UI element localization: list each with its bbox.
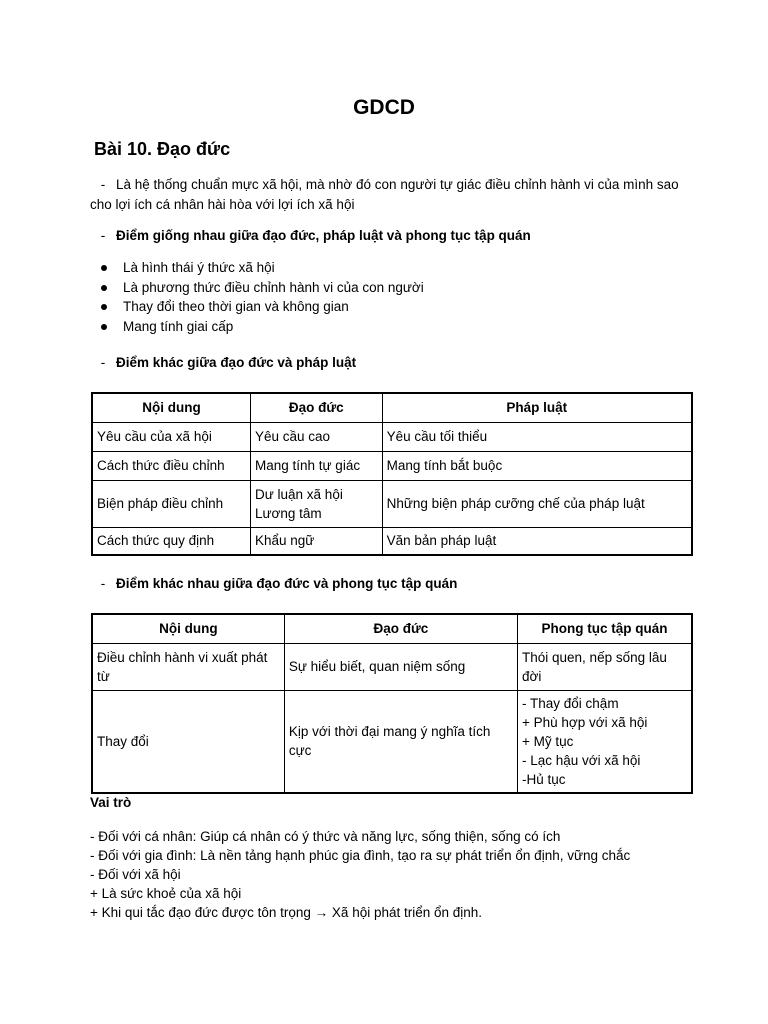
role-line: - Đối với gia đình: Là nền tảng hạnh phúc gia đình, tạo ra sự phát triển ổn định, vững chắc bbox=[90, 848, 631, 863]
table-row bbox=[92, 422, 692, 451]
custom-difference-heading-text: Điểm khác nhau giữa đạo đức và phong tục tập quán bbox=[116, 576, 458, 591]
similarities-list bbox=[98, 258, 424, 336]
column-header: Phong tục tập quán bbox=[518, 614, 692, 643]
definition-text: Là hệ thống chuẩn mực xã hội, mà nhờ đó con người tự giác điều chỉnh hành vi của mình sao cho lợi ích cá nhân hài hòa với lợi ích xã hội bbox=[90, 177, 679, 212]
table-cell: Khẩu ngữ bbox=[250, 527, 382, 555]
list-item: Là phương thức điều chỉnh hành vi của con người bbox=[98, 278, 424, 298]
table-row bbox=[92, 527, 692, 555]
document-title: GDCD bbox=[353, 96, 415, 119]
table-cell: - Thay đổi chậm + Phù hợp với xã hội + Mỹ tục - Lạc hậu với xã hội -Hủ tục bbox=[518, 690, 692, 793]
table-row bbox=[92, 480, 692, 527]
role-line: + Khi qui tắc đạo đức được tôn trọng → Xã hội phát triển ổn định. bbox=[90, 905, 483, 920]
role-line: - Đối với cá nhân: Giúp cá nhân có ý thức và năng lực, sống thiện, sống có ích bbox=[90, 829, 561, 844]
table-cell: Sự hiểu biết, quan niệm sống bbox=[284, 643, 517, 690]
table-cell: Yêu cầu cao bbox=[250, 422, 382, 451]
dash-marker: - bbox=[100, 576, 106, 591]
table-cell: Điều chỉnh hành vi xuất phát từ bbox=[92, 643, 284, 690]
column-header: Nội dung bbox=[92, 393, 250, 422]
table-cell: Thói quen, nếp sống lâu đời bbox=[518, 643, 692, 690]
table-row bbox=[92, 690, 692, 793]
table-header-row bbox=[92, 614, 692, 643]
table-cell: Yêu cầu của xã hội bbox=[92, 422, 250, 451]
law-difference-heading-text: Điểm khác giữa đạo đức và pháp luật bbox=[116, 355, 357, 370]
table-cell: Kịp với thời đại mang ý nghĩa tích cực bbox=[284, 690, 517, 793]
role-heading: Vai trò bbox=[90, 795, 132, 810]
ethics-vs-law-table bbox=[91, 392, 693, 556]
table-header-row bbox=[92, 393, 692, 422]
list-item: Mang tính giai cấp bbox=[98, 317, 424, 337]
dash-marker: - bbox=[100, 177, 106, 192]
column-header: Pháp luật bbox=[382, 393, 692, 422]
table-cell: Mang tính tự giác bbox=[250, 451, 382, 480]
custom-difference-heading bbox=[90, 576, 457, 591]
lesson-title: Bài 10. Đạo đức bbox=[94, 139, 231, 159]
law-difference-heading bbox=[90, 355, 356, 370]
role-line: + Là sức khoẻ của xã hội bbox=[90, 886, 242, 901]
table-cell: Văn bản pháp luật bbox=[382, 527, 692, 555]
table-row bbox=[92, 451, 692, 480]
column-header: Đạo đức bbox=[284, 614, 517, 643]
similarities-heading bbox=[90, 228, 531, 243]
similarities-heading-text: Điểm giống nhau giữa đạo đức, pháp luật và phong tục tập quán bbox=[116, 228, 531, 243]
table-cell: Mang tính bắt buộc bbox=[382, 451, 692, 480]
table-cell: Dư luận xã hội Lương tâm bbox=[250, 480, 382, 527]
table-cell: Những biện pháp cưỡng chế của pháp luật bbox=[382, 480, 692, 527]
role-line: - Đối với xã hội bbox=[90, 867, 181, 882]
table-cell: Biện pháp điều chỉnh bbox=[92, 480, 250, 527]
list-item: Thay đổi theo thời gian và không gian bbox=[98, 297, 424, 317]
table-cell: Cách thức quy định bbox=[92, 527, 250, 555]
column-header: Nội dung bbox=[92, 614, 284, 643]
dash-marker: - bbox=[100, 228, 106, 243]
table-cell: Thay đổi bbox=[92, 690, 284, 793]
dash-marker: - bbox=[100, 355, 106, 370]
definition-paragraph bbox=[90, 175, 690, 215]
ethics-vs-custom-table bbox=[91, 613, 693, 794]
list-item: Là hình thái ý thức xã hội bbox=[98, 258, 424, 278]
table-row bbox=[92, 643, 692, 690]
column-header: Đạo đức bbox=[250, 393, 382, 422]
role-list bbox=[90, 827, 630, 922]
table-cell: Yêu cầu tối thiểu bbox=[382, 422, 692, 451]
table-cell: Cách thức điều chỉnh bbox=[92, 451, 250, 480]
